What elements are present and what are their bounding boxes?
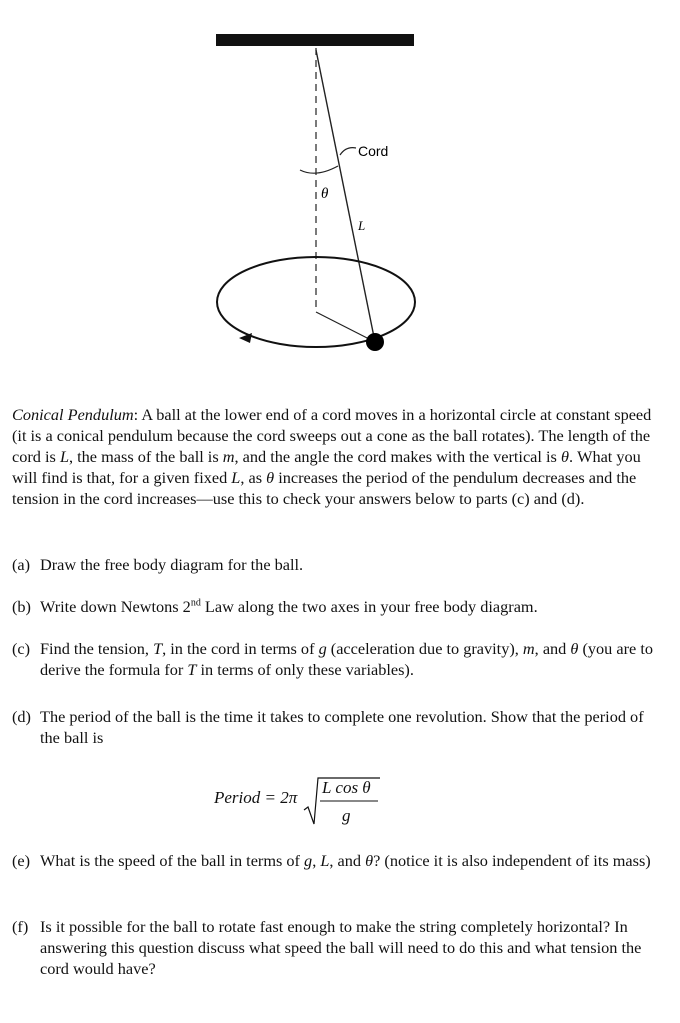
length-label: L — [358, 218, 366, 233]
question-text-part: Write down Newtons 2 — [40, 597, 191, 616]
var-g: g — [304, 851, 313, 870]
cord-label: Cord — [358, 143, 389, 159]
question-label: (e) — [12, 851, 31, 870]
question-label: (b) — [12, 597, 31, 616]
question-text-part: What is the speed of the ball in terms of — [40, 851, 305, 870]
question-b — [12, 596, 662, 617]
question-text-part: , and — [534, 639, 571, 658]
question-text: Is it possible for the ball to rotate fast enough to make the string completely horizontal? In answering this question discuss what speed the ball will need to do this and what tension the cord would have? — [40, 917, 642, 978]
question-label: (f) — [12, 917, 29, 936]
conical-pendulum-diagram — [0, 0, 680, 400]
var-L: L — [59, 447, 69, 466]
question-text-part: Find the tension, — [40, 639, 154, 658]
question-text-part: , and — [329, 851, 366, 870]
formula-denominator: g — [342, 806, 351, 825]
question-a — [12, 554, 662, 575]
intro-title: Conical Pendulum — [12, 405, 134, 424]
question-f — [12, 916, 662, 979]
intro-text-2: , the mass of the ball is — [69, 447, 223, 466]
formula-lhs: Period = 2π — [214, 788, 298, 807]
var-m: m — [522, 639, 535, 658]
question-c — [12, 638, 662, 680]
question-d — [12, 706, 662, 748]
intro-text-4: . What you will find is that, for a given fixed — [12, 447, 641, 487]
question-text-part: (acceleration due to gravity), — [326, 639, 523, 658]
var-theta: θ — [570, 639, 579, 658]
var-g: g — [318, 639, 327, 658]
var-L: L — [320, 851, 330, 870]
var-theta: θ — [365, 851, 374, 870]
question-text-part: , in the cord in terms of — [162, 639, 319, 658]
intro-text-5: , as — [240, 468, 267, 487]
var-T: T — [187, 660, 197, 679]
superscript: nd — [190, 597, 201, 609]
question-text — [40, 850, 662, 871]
question-text-part: (you are to derive the formula for — [40, 639, 653, 679]
ball — [366, 333, 384, 351]
angle-label: θ — [321, 186, 329, 202]
intro-text-1: : A ball at the lower end of a cord moves in a horizontal circle at constant speed (it is a conical pendulum because the cord sweeps out a cone as the ball rotates). The length of the cord is — [12, 405, 652, 466]
question-text-part: Law along the two axes in your free body diagram. — [200, 597, 538, 616]
question-text-part: in terms of only these variables). — [196, 660, 414, 679]
var-T: T — [153, 639, 163, 658]
ceiling-support — [216, 34, 414, 46]
intro-paragraph — [12, 404, 662, 509]
intro-text-3: , and the angle the cord makes with the vertical is — [234, 447, 561, 466]
question-text: Draw the free body diagram for the ball. — [40, 555, 304, 574]
question-text-part: ? (notice it is also independent of its mass) — [373, 851, 651, 870]
formula-numerator: L cos θ — [322, 778, 371, 797]
question-text: The period of the ball is the time it takes to complete one revolution. Show that the period of the ball is — [40, 707, 644, 747]
var-theta: θ — [560, 447, 569, 466]
question-label: (a) — [12, 555, 31, 574]
question-label: (d) — [12, 707, 31, 726]
var-m: m — [222, 447, 235, 466]
radius-line — [316, 312, 375, 342]
question-text — [40, 596, 662, 617]
var-theta: θ — [266, 468, 275, 487]
intro-text-6: increases the period of the pendulum decreases and the tension in the cord increases—use this to check your answers below to parts (c) and (d). — [12, 468, 637, 508]
period-formula — [214, 776, 414, 828]
cord-label-leader — [340, 148, 356, 155]
var-L: L — [231, 468, 241, 487]
question-text-part: , — [312, 851, 321, 870]
question-text — [40, 638, 662, 680]
angle-arc — [300, 166, 338, 173]
question-label: (c) — [12, 639, 31, 658]
question-e — [12, 850, 662, 871]
